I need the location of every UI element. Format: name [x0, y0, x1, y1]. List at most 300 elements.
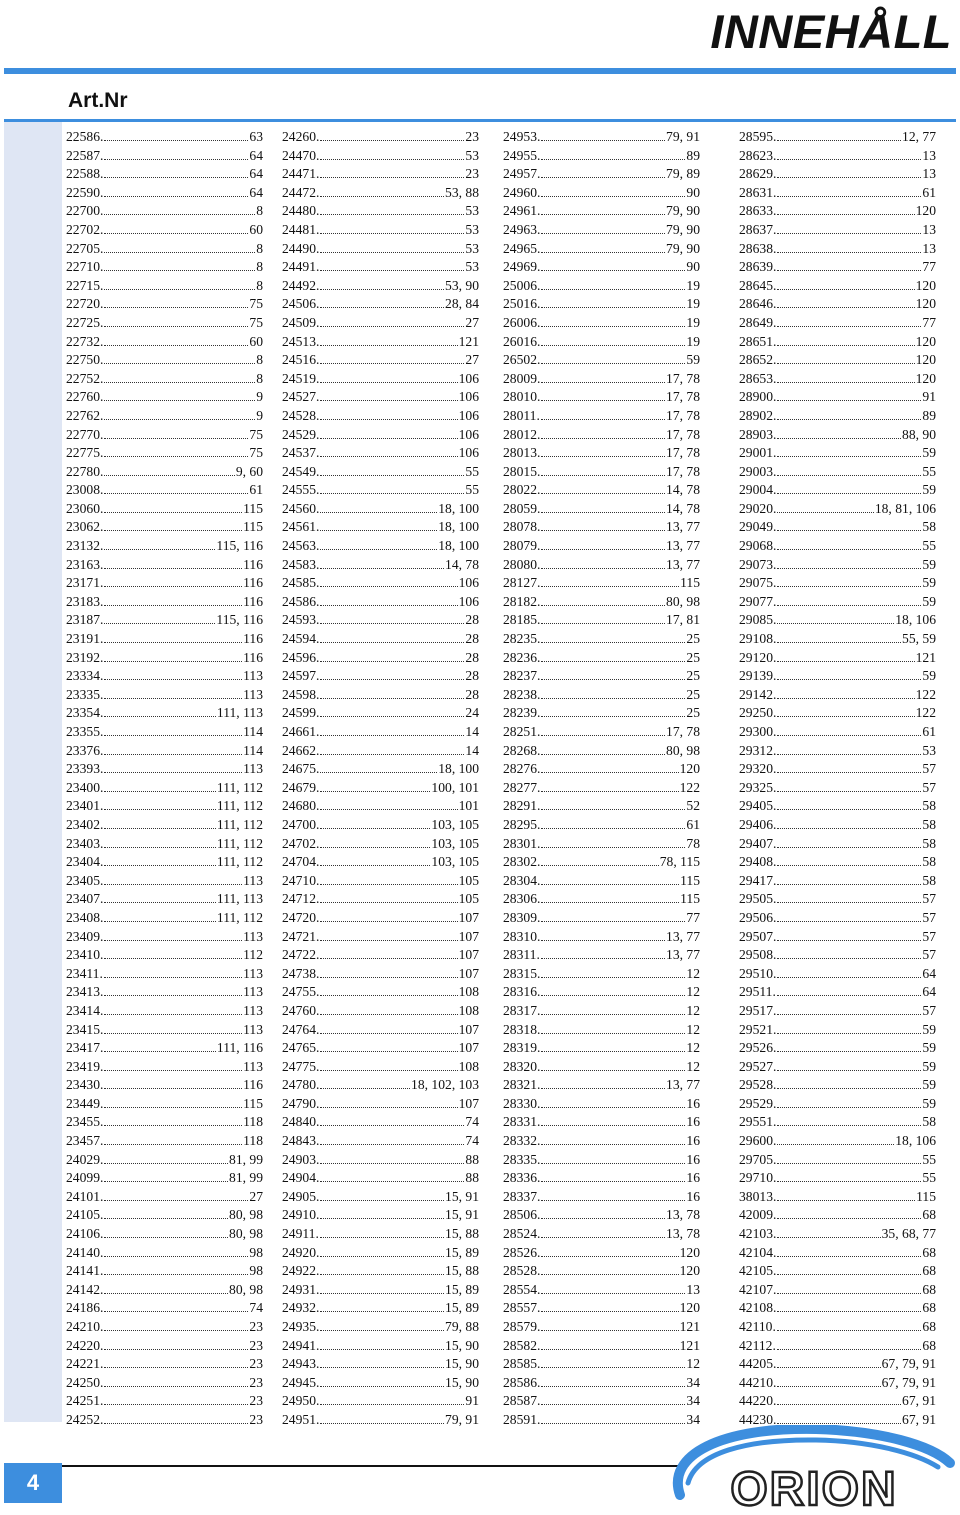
article-number: 24220.: [66, 1337, 104, 1353]
index-entry: [282, 1002, 479, 1021]
article-number: 24910.: [282, 1207, 320, 1223]
dot-leader: [320, 382, 457, 383]
index-entry: [739, 481, 936, 500]
dot-leader: [104, 661, 242, 662]
page-reference: 64: [249, 166, 263, 182]
index-entry: [503, 1002, 700, 1021]
page-reference: 112: [243, 947, 263, 963]
dot-leader: [320, 1088, 410, 1089]
page-reference: 35, 68, 77: [881, 1226, 936, 1242]
page-reference: 79, 88: [445, 1319, 479, 1334]
index-entry: [503, 481, 700, 500]
article-number: 24490.: [282, 240, 320, 256]
article-number: 24932.: [282, 1300, 320, 1316]
article-number: 28653.: [739, 370, 777, 386]
page-reference: 53: [465, 259, 479, 275]
article-number: 24599.: [282, 705, 320, 721]
article-number: 28302.: [503, 854, 541, 870]
article-number: 24903.: [282, 1151, 320, 1167]
article-number: 28078.: [503, 519, 541, 535]
article-number: 24563.: [282, 538, 320, 554]
dot-leader: [320, 977, 457, 978]
article-number: 28638.: [739, 240, 777, 256]
index-entry: [503, 1132, 700, 1151]
page-reference: 18, 81, 106: [874, 500, 936, 516]
article-number: 22780.: [66, 463, 104, 479]
index-entry: [739, 370, 936, 389]
article-number: 23376.: [66, 742, 104, 758]
article-number: 28557.: [503, 1300, 541, 1316]
dot-leader: [777, 1311, 921, 1312]
article-number: 24560.: [282, 500, 320, 516]
page-reference: 61: [686, 816, 700, 832]
index-entry: [282, 649, 479, 668]
article-number: 22775.: [66, 445, 104, 461]
index-entry: [282, 1262, 479, 1281]
page-reference: 18, 106: [895, 1133, 936, 1149]
article-number: 24953.: [503, 129, 541, 144]
page-reference: 18, 100: [438, 761, 479, 777]
article-number: 42108.: [739, 1300, 777, 1316]
dot-leader: [104, 233, 248, 234]
article-number: 24920.: [282, 1244, 320, 1260]
article-number: 28591.: [503, 1411, 541, 1427]
article-number: 26006.: [503, 314, 541, 330]
dot-leader: [777, 270, 921, 271]
index-entry: [282, 1299, 479, 1318]
index-entry: [282, 1281, 479, 1300]
article-number: 23062.: [66, 519, 104, 535]
page-reference: 120: [679, 761, 700, 777]
dot-leader: [104, 270, 255, 271]
index-entry: [66, 1021, 263, 1040]
article-number: 23411.: [66, 965, 103, 981]
article-number: 23060.: [66, 500, 104, 516]
index-entry: [66, 946, 263, 965]
index-entry: [282, 1374, 479, 1393]
dot-leader: [777, 475, 921, 476]
page-reference: 116: [243, 631, 263, 647]
article-number: 22586.: [66, 129, 104, 144]
page-reference: 13: [922, 166, 936, 182]
dot-leader: [320, 1200, 444, 1201]
page-reference: 78: [686, 835, 700, 851]
page-reference: 52: [686, 798, 700, 814]
index-entry: [503, 649, 700, 668]
page-reference: 55: [465, 482, 479, 498]
dot-leader: [777, 1051, 921, 1052]
index-entry: [66, 667, 263, 686]
page-reference: 81, 99: [229, 1151, 263, 1167]
article-number: 23414.: [66, 1002, 104, 1018]
index-entry: [66, 574, 263, 593]
page-reference: 25: [686, 686, 700, 702]
dot-leader: [777, 289, 914, 290]
page-reference: 89: [922, 407, 936, 423]
article-number: 44210.: [739, 1374, 777, 1390]
dot-leader: [777, 679, 921, 680]
page-reference: 79, 91: [445, 1411, 479, 1427]
page-reference: 116: [243, 575, 263, 591]
article-number: 42103.: [739, 1226, 777, 1242]
index-entry: [66, 835, 263, 854]
article-number: 29511.: [739, 984, 776, 1000]
dot-leader: [541, 1293, 685, 1294]
article-number: 29506.: [739, 909, 777, 925]
article-number: 28013.: [503, 445, 541, 461]
dot-leader: [777, 1404, 901, 1405]
article-number: 28012.: [503, 426, 541, 442]
article-number: 42110.: [739, 1319, 776, 1334]
index-entry: [503, 593, 700, 612]
index-entry: [66, 518, 263, 537]
article-number: 28321.: [503, 1077, 541, 1093]
page-reference: 25: [686, 705, 700, 721]
dot-leader: [104, 326, 248, 327]
index-entry: [739, 351, 936, 370]
index-entry: [739, 574, 936, 593]
article-number: 24596.: [282, 649, 320, 665]
index-entry: [66, 295, 263, 314]
dot-leader: [777, 921, 921, 922]
article-number: 23393.: [66, 761, 104, 777]
index-entry: [503, 240, 700, 259]
page-reference: 57: [922, 947, 936, 963]
index-entry: [739, 128, 936, 147]
page-reference: 111, 112: [216, 798, 263, 814]
page-reference: 115: [243, 1095, 263, 1111]
page-reference: 120: [915, 277, 936, 293]
dot-leader: [541, 568, 665, 569]
index-entry: [282, 686, 479, 705]
article-number: 29142.: [739, 686, 777, 702]
index-entry: [282, 1021, 479, 1040]
page-reference: 15, 89: [445, 1281, 479, 1297]
index-entry: [503, 1262, 700, 1281]
index-entry: [503, 147, 700, 166]
page-reference: 17, 78: [666, 445, 700, 461]
page-reference: 100, 101: [431, 779, 479, 795]
article-number: 28637.: [739, 221, 777, 237]
page-reference: 106: [458, 389, 479, 405]
dot-leader: [104, 1051, 216, 1052]
dot-leader: [777, 549, 921, 550]
page-reference: 91: [922, 389, 936, 405]
dot-leader: [541, 289, 685, 290]
page-reference: 115: [680, 872, 700, 888]
article-number: 24945.: [282, 1374, 320, 1390]
article-number: 23455.: [66, 1114, 104, 1130]
article-number: 24760.: [282, 1002, 320, 1018]
index-entry: [739, 221, 936, 240]
dot-leader: [320, 214, 464, 215]
article-number: 23187.: [66, 612, 104, 628]
index-entry: [282, 500, 479, 519]
page-reference: 121: [458, 333, 479, 349]
page-reference: 107: [458, 1040, 479, 1056]
page-reference: 18, 100: [438, 519, 479, 535]
article-number: 28639.: [739, 259, 777, 275]
article-number: 24955.: [503, 147, 541, 163]
page-reference: 115: [680, 891, 700, 907]
index-entry: [739, 407, 936, 426]
index-entry: [282, 426, 479, 445]
page-reference: 101: [458, 798, 479, 814]
dot-leader: [104, 512, 242, 513]
dot-leader: [541, 921, 685, 922]
dot-leader: [541, 1404, 685, 1405]
dot-leader: [541, 512, 665, 513]
article-number: 28310.: [503, 928, 541, 944]
index-entry: [739, 1225, 936, 1244]
index-entry: [739, 1076, 936, 1095]
article-number: 28009.: [503, 370, 541, 386]
index-entry: [66, 816, 263, 835]
page-reference: 9, 60: [235, 463, 263, 479]
page-reference: 13, 77: [666, 556, 700, 572]
index-entry: [66, 407, 263, 426]
dot-leader: [777, 1237, 880, 1238]
index-entry: [503, 909, 700, 928]
index-entry: [66, 1299, 263, 1318]
index-entry: [66, 1132, 263, 1151]
dot-leader: [104, 754, 242, 755]
index-entry: [739, 147, 936, 166]
page-reference: 107: [458, 1021, 479, 1037]
page-reference: 13, 78: [666, 1207, 700, 1223]
index-entry: [739, 1039, 936, 1058]
index-entry: [66, 983, 263, 1002]
page-reference: 118: [243, 1114, 263, 1130]
index-entry: [66, 314, 263, 333]
index-entry: [503, 928, 700, 947]
page-reference: 16: [686, 1188, 700, 1204]
index-entry: [503, 742, 700, 761]
index-entry: [503, 370, 700, 389]
dot-leader: [320, 902, 457, 903]
dot-leader: [541, 1330, 678, 1331]
index-entry: [503, 1039, 700, 1058]
index-entry: [503, 872, 700, 891]
article-number: 24597.: [282, 668, 320, 684]
dot-leader: [777, 345, 914, 346]
index-entry: [66, 128, 263, 147]
article-number: 24491.: [282, 259, 320, 275]
dot-leader: [320, 1349, 444, 1350]
page-reference: 23: [465, 129, 479, 144]
page-reference: 59: [686, 352, 700, 368]
article-number: 24951.: [282, 1411, 320, 1427]
dot-leader: [320, 716, 464, 717]
page-reference: 75: [249, 426, 263, 442]
article-number: 28316.: [503, 984, 541, 1000]
dot-leader: [777, 1367, 880, 1368]
dot-leader: [320, 307, 444, 308]
dot-leader: [320, 196, 444, 197]
index-entry: [503, 444, 700, 463]
index-entry: [282, 518, 479, 537]
page-reference: 107: [458, 965, 479, 981]
dot-leader: [104, 530, 242, 531]
article-number: 24661.: [282, 724, 320, 739]
article-number: 24679.: [282, 779, 320, 795]
page-reference: 13, 77: [666, 538, 700, 554]
dot-leader: [541, 1125, 685, 1126]
article-number: 23008.: [66, 482, 104, 498]
page-reference: 103, 105: [431, 835, 479, 851]
index-entry: [503, 983, 700, 1002]
dot-leader: [320, 400, 457, 401]
article-number: 22715.: [66, 277, 104, 293]
index-entry: [66, 370, 263, 389]
article-number: 23407.: [66, 891, 104, 907]
index-entry: [282, 277, 479, 296]
index-entry: [66, 1262, 263, 1281]
page-reference: 57: [922, 891, 936, 907]
page-reference: 13: [686, 1281, 700, 1297]
dot-leader: [320, 921, 457, 922]
page-reference: 28: [465, 631, 479, 647]
dot-leader: [320, 233, 464, 234]
page-reference: 121: [679, 1337, 700, 1353]
page-reference: 89: [686, 147, 700, 163]
page-reference: 111, 116: [216, 1040, 263, 1056]
article-number: 22762.: [66, 407, 104, 423]
index-entry: [503, 1021, 700, 1040]
page-reference: 68: [922, 1319, 936, 1334]
index-entry: [66, 760, 263, 779]
index-entry: [503, 816, 700, 835]
article-number: 22720.: [66, 296, 104, 312]
article-number: 28320.: [503, 1058, 541, 1074]
dot-leader: [541, 1088, 665, 1089]
article-number: 28528.: [503, 1263, 541, 1279]
article-number: 28295.: [503, 816, 541, 832]
article-number: 24561.: [282, 519, 320, 535]
index-entry: [503, 500, 700, 519]
index-entry: [503, 797, 700, 816]
article-number: 24142.: [66, 1281, 104, 1297]
page-reference: 15, 89: [445, 1244, 479, 1260]
index-entry: [66, 1076, 263, 1095]
dot-leader: [777, 1330, 922, 1331]
page-reference: 58: [922, 1114, 936, 1130]
dot-leader: [104, 1088, 242, 1089]
index-entry: [503, 630, 700, 649]
index-entry: [66, 1281, 263, 1300]
dot-leader: [320, 549, 437, 550]
dot-leader: [777, 363, 914, 364]
index-entry: [739, 202, 936, 221]
article-number: 28236.: [503, 649, 541, 665]
page-reference: 61: [922, 184, 936, 200]
article-number: 24843.: [282, 1133, 320, 1149]
index-entry: [503, 388, 700, 407]
index-entry: [66, 1318, 263, 1337]
page-reference: 59: [922, 1021, 936, 1037]
article-number: 24702.: [282, 835, 320, 851]
index-entry: [503, 314, 700, 333]
index-entry: [503, 1188, 700, 1207]
dot-leader: [104, 735, 242, 736]
dot-leader: [320, 159, 464, 160]
index-entry: [503, 1095, 700, 1114]
dot-leader: [541, 419, 665, 420]
index-entry: [66, 147, 263, 166]
dot-leader: [320, 1163, 464, 1164]
dot-leader: [541, 623, 665, 624]
dot-leader: [541, 270, 685, 271]
index-entry: [282, 1113, 479, 1132]
dot-leader: [541, 679, 685, 680]
article-number: 29405.: [739, 798, 777, 814]
dot-leader: [777, 828, 921, 829]
page-reference: 64: [922, 965, 936, 981]
page-reference: 59: [922, 1040, 936, 1056]
index-entry: [503, 1113, 700, 1132]
index-entry: [739, 760, 936, 779]
article-number: 23430.: [66, 1077, 104, 1093]
article-number: 24722.: [282, 947, 320, 963]
page-reference: 75: [249, 445, 263, 461]
dot-leader: [320, 1386, 444, 1387]
dot-leader: [104, 642, 242, 643]
article-number: 22770.: [66, 426, 104, 442]
page-reference: 57: [922, 761, 936, 777]
dot-leader: [320, 289, 444, 290]
index-entry: [739, 909, 936, 928]
index-entry: [66, 928, 263, 947]
article-number: 28651.: [739, 333, 777, 349]
index-entry: [66, 630, 263, 649]
dot-leader: [104, 400, 255, 401]
index-entry: [503, 1318, 700, 1337]
dot-leader: [320, 661, 464, 662]
article-number: 23192.: [66, 649, 104, 665]
dot-leader: [320, 754, 464, 755]
svg-text:ORION: ORION: [730, 1463, 898, 1510]
page-reference: 68: [922, 1337, 936, 1353]
page-reference: 77: [922, 314, 936, 330]
index-entry: [66, 797, 263, 816]
article-number: 28268.: [503, 742, 541, 758]
page-reference: 107: [458, 947, 479, 963]
dot-leader: [777, 754, 921, 755]
index-entry: [503, 518, 700, 537]
article-number: 24594.: [282, 631, 320, 647]
dot-leader: [777, 326, 921, 327]
page-reference: 57: [922, 928, 936, 944]
index-entry: [66, 1225, 263, 1244]
page-reference: 14, 78: [666, 500, 700, 516]
dot-leader: [320, 865, 430, 866]
page-reference: 55: [922, 463, 936, 479]
index-entry: [739, 277, 936, 296]
article-number: 24585.: [282, 575, 320, 591]
article-number: 29020.: [739, 500, 777, 516]
page-reference: 58: [922, 519, 936, 535]
article-number: 28585.: [503, 1356, 541, 1372]
page-reference: 80, 98: [229, 1281, 263, 1297]
page-reference: 108: [458, 1058, 479, 1074]
page-reference: 111, 112: [216, 909, 263, 925]
index-entry: [66, 1206, 263, 1225]
dot-leader: [541, 1367, 685, 1368]
index-entry: [282, 388, 479, 407]
dot-leader: [777, 1163, 921, 1164]
article-number: 24210.: [66, 1319, 104, 1334]
dot-leader: [777, 1349, 922, 1350]
